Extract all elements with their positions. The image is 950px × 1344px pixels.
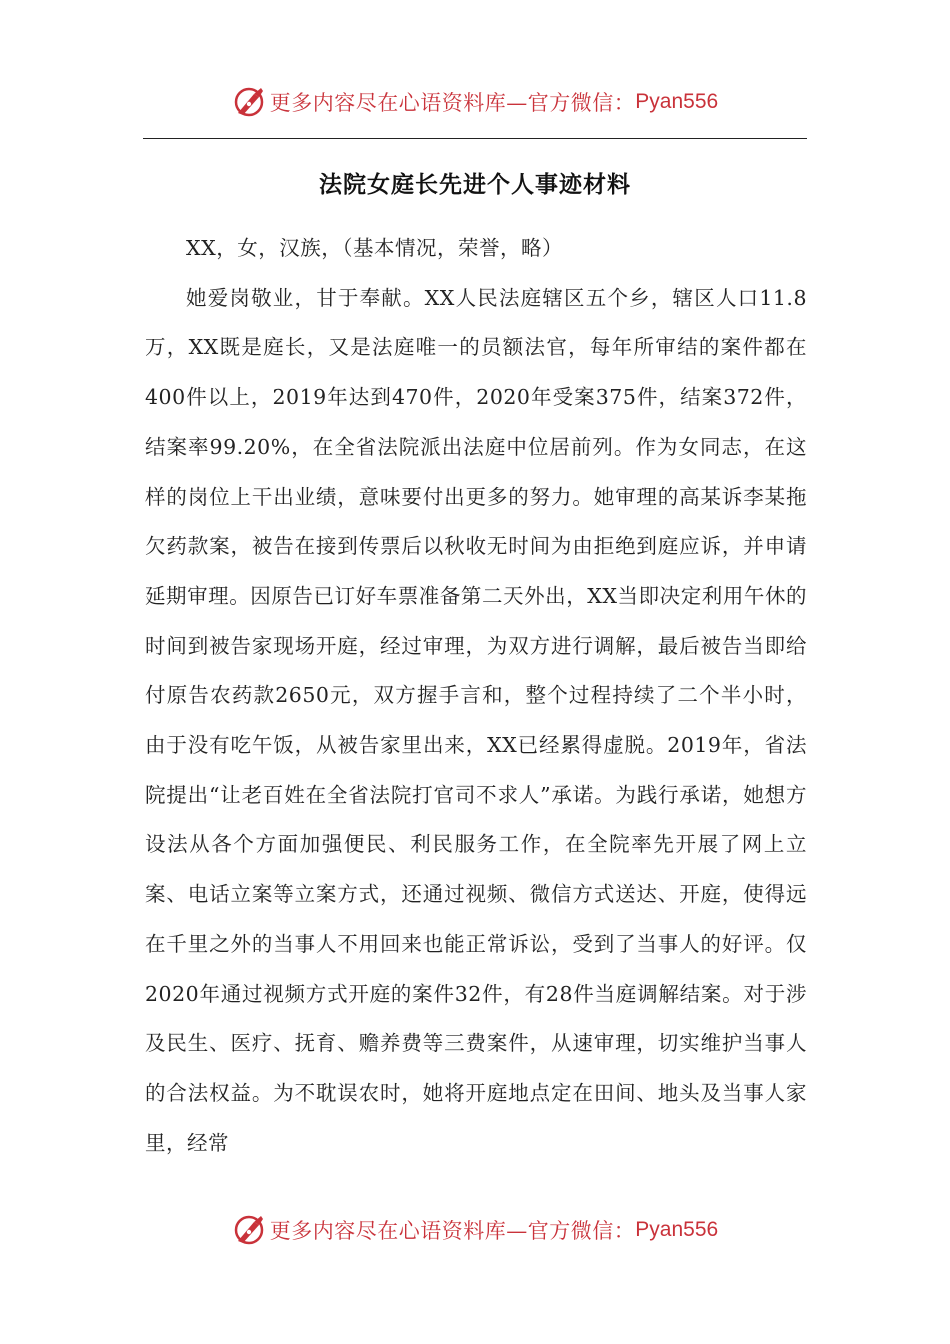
pen-nib-logo-icon xyxy=(232,85,266,119)
watermark-text: 更多内容尽在心语资料库—官方微信： xyxy=(269,1219,636,1243)
header-watermark xyxy=(0,82,950,122)
watermark-text: 更多内容尽在心语资料库—官方微信： xyxy=(269,91,636,115)
paragraph-main: 她爱岗敬业，甘于奉献。XX人民法庭辖区五个乡，辖区人口11.8万，XX既是庭长，又是法庭唯一的员额法官，每年所审结的案件都在400件以上，2019年达到470件，2020年受案375件，结案372件，结案率99.20%，在全省法院派出法庭中位居前列。作为女同志，在这样的岗位上干出业绩，意味要付出更多的努力。她审理的高某诉李某拖欠药款案，被告在接到传票后以秋收无时间为由拒绝到庭应诉，并申请延期审理。因原告已订好车票准备第二天外出，XX当即决定利用午休的时间到被告家现场开庭，经过审理，为双方进行调解，最后被告当即给付原告农药款2650元，双方握手言和，整个过程持续了二个半小时，由于没有吃午饭，从被告家里出来，XX已经累得虚脱。2019年，省法院提出“让老百姓在全省法院打官司不求人”承诺。为践行承诺，她想方设法从各个方面加强便民、利民服务工作，在全院率先开展了网上立案、电话立案等立案方式，还通过视频、微信方式送达、开庭，使得远在千里之外的当事人不用回来也能正常诉讼，受到了当事人的好评。仅2020年通过视频方式开庭的案件32件，有28件当庭调解结案。对于涉及民生、医疗、抚育、赡养费等三费案件，从速审理，切实维护当事人的合法权益。为不耽误农时，她将开庭地点定在田间、地头及当事人家里，经常 xyxy=(145,285,807,1155)
document-body xyxy=(145,224,807,1168)
header-divider xyxy=(143,138,807,139)
document-title: 法院女庭长先进个人事迹材料 xyxy=(319,171,631,198)
watermark-wechat-id: Pyan556 xyxy=(635,1218,719,1241)
watermark-wechat-id: Pyan556 xyxy=(635,90,719,113)
paragraph-basic-info: XX，女，汉族，（基本情况，荣誉，略） xyxy=(186,236,563,260)
footer-watermark xyxy=(0,1210,950,1250)
pen-nib-logo-icon xyxy=(232,1213,266,1247)
